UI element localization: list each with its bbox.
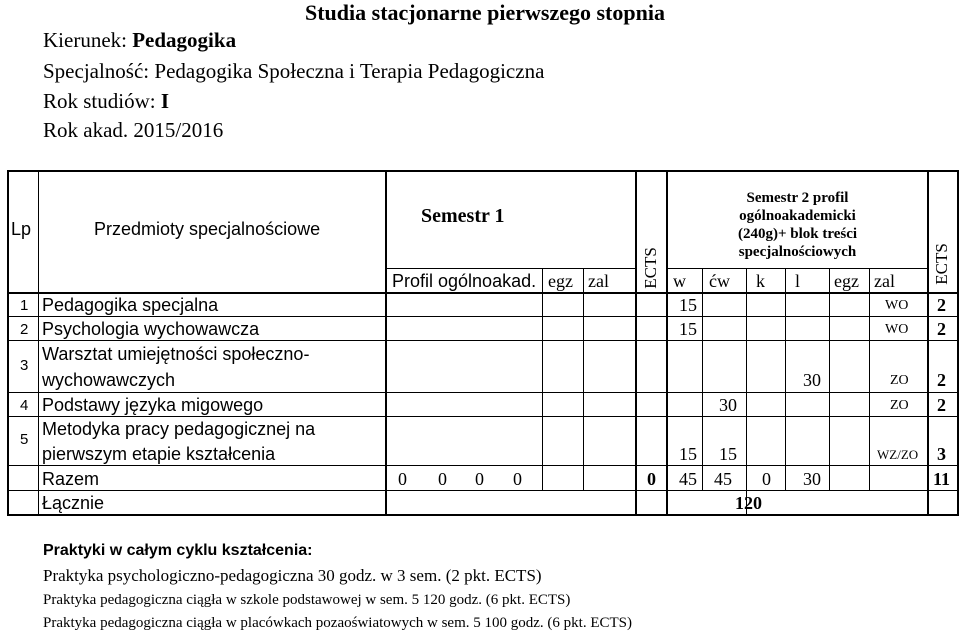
razem-sem1: 0 xyxy=(398,469,407,489)
sem2-header-line: specjalnościowych xyxy=(738,244,857,260)
col-sep xyxy=(829,268,830,490)
sem2-header-line: (240g)+ blok treści xyxy=(737,226,858,242)
sem2-col-l: l xyxy=(795,271,801,291)
sem2-col-zal: zal xyxy=(874,271,895,291)
row-ects: 3 xyxy=(937,444,946,464)
row-cw: 15 xyxy=(719,444,737,464)
row-ects: 2 xyxy=(937,370,946,390)
row-zal: WO xyxy=(885,322,909,337)
praktyki-line: Praktyka psychologiczno-pedagogiczna 30 godz. w 3 sem. (2 pkt. ECTS) xyxy=(43,566,542,585)
row-cw: 30 xyxy=(719,395,737,415)
sem2-header-line: ogólnoakademicki xyxy=(739,208,856,224)
sem2-header-line: Semestr 2 profil xyxy=(746,190,849,206)
sem1-col-zal: zal xyxy=(588,271,609,291)
razem-k: 0 xyxy=(762,469,771,489)
praktyki-title: Praktyki w całym cyklu kształcenia: xyxy=(43,542,313,559)
col-sep xyxy=(542,268,543,490)
rok-value: I xyxy=(160,89,170,113)
row-w: 15 xyxy=(679,295,697,315)
row-sep xyxy=(7,340,959,341)
razem-label: Razem xyxy=(42,469,100,489)
razem-sem1: 0 xyxy=(475,469,484,489)
row-subject: Pedagogika specjalna xyxy=(42,295,219,315)
row-subject: Metodyka pracy pedagogicznej na xyxy=(42,419,316,439)
row-w: 15 xyxy=(679,319,697,339)
row-lp: 1 xyxy=(20,297,29,314)
row-lp: 5 xyxy=(20,431,29,448)
row-l: 30 xyxy=(803,370,821,390)
sem1-profile: Profil ogólnoakad. xyxy=(392,271,537,291)
row-w: 15 xyxy=(679,444,697,464)
row-sep xyxy=(7,416,959,417)
row-sep xyxy=(7,392,959,393)
kierunek-value: Pedagogika xyxy=(132,28,237,52)
page-heading: Studia stacjonarne pierwszego stopnia xyxy=(305,0,665,25)
col-sep xyxy=(746,268,747,514)
sem2-col-w: w xyxy=(673,271,686,291)
razem-l: 30 xyxy=(803,469,821,489)
row-sep xyxy=(7,292,959,294)
sem2-col-cw: ćw xyxy=(709,271,730,291)
rok-akad-line: Rok akad. 2015/2016 xyxy=(43,118,224,142)
row-sep xyxy=(7,465,959,466)
row-lp: 2 xyxy=(20,321,29,338)
table-border-bottom xyxy=(7,514,959,516)
subjects-header: Przedmioty specjalnościowe xyxy=(94,219,321,239)
sem1-ects-header: ECTS xyxy=(641,247,660,289)
row-subject: Podstawy języka migowego xyxy=(42,395,264,415)
row-subject: Warsztat umiejętności społeczno- xyxy=(42,344,310,364)
row-zal: ZO xyxy=(890,373,909,388)
praktyki-line: Praktyka pedagogiczna ciągła w szkole podstawowej w sem. 5 120 godz. (6 pkt. ECTS) xyxy=(43,592,571,608)
lacznie-value: 120 xyxy=(735,493,762,513)
praktyki-line: Praktyka pedagogiczna ciągła w placówkach pozaoświatowych w sem. 5 100 godz. (6 pkt. ECTS) xyxy=(43,615,632,631)
row-sep xyxy=(7,316,959,317)
row-lp: 4 xyxy=(20,397,29,414)
razem-ects: 11 xyxy=(933,469,951,489)
sem1-header: Semestr 1 xyxy=(421,205,505,227)
sem2-col-k: k xyxy=(756,271,765,291)
row-zal: ZO xyxy=(890,398,909,413)
razem-sem1: 0 xyxy=(513,469,522,489)
col-sep xyxy=(869,268,870,490)
row-sep xyxy=(385,268,635,269)
row-sep xyxy=(7,490,959,491)
kierunek-label: Kierunek: xyxy=(43,28,127,52)
sem2-ects-header: ECTS xyxy=(932,243,951,285)
sem2-col-egz: egz xyxy=(834,271,859,291)
specjalnosc-line: Specjalność: Pedagogika Społeczna i Terapia Pedagogiczna xyxy=(43,59,545,83)
razem-sem1-ects: 0 xyxy=(647,469,656,489)
row-ects: 2 xyxy=(937,395,946,415)
razem-w: 45 xyxy=(679,469,697,489)
row-ects: 2 xyxy=(937,295,946,315)
col-sep xyxy=(702,268,703,490)
row-subject: pierwszym etapie kształcenia xyxy=(42,444,276,464)
row-sep xyxy=(666,268,928,269)
table-border-top xyxy=(7,170,959,172)
lacznie-label: Łącznie xyxy=(42,493,105,513)
row-zal: WO xyxy=(885,298,909,313)
razem-sem1: 0 xyxy=(438,469,447,489)
row-lp: 3 xyxy=(20,357,29,374)
rok-label: Rok studiów: xyxy=(43,89,156,113)
col-sep xyxy=(583,268,584,490)
row-ects: 2 xyxy=(937,319,946,339)
row-subject: Psychologia wychowawcza xyxy=(42,319,260,339)
row-subject: wychowawczych xyxy=(42,370,176,390)
razem-cw: 45 xyxy=(714,469,732,489)
sem1-col-egz: egz xyxy=(548,271,573,291)
col-sep xyxy=(785,268,786,490)
lp-header: Lp xyxy=(11,219,32,239)
sem2-header xyxy=(668,189,927,261)
row-zal: WZ/ZO xyxy=(877,447,919,462)
